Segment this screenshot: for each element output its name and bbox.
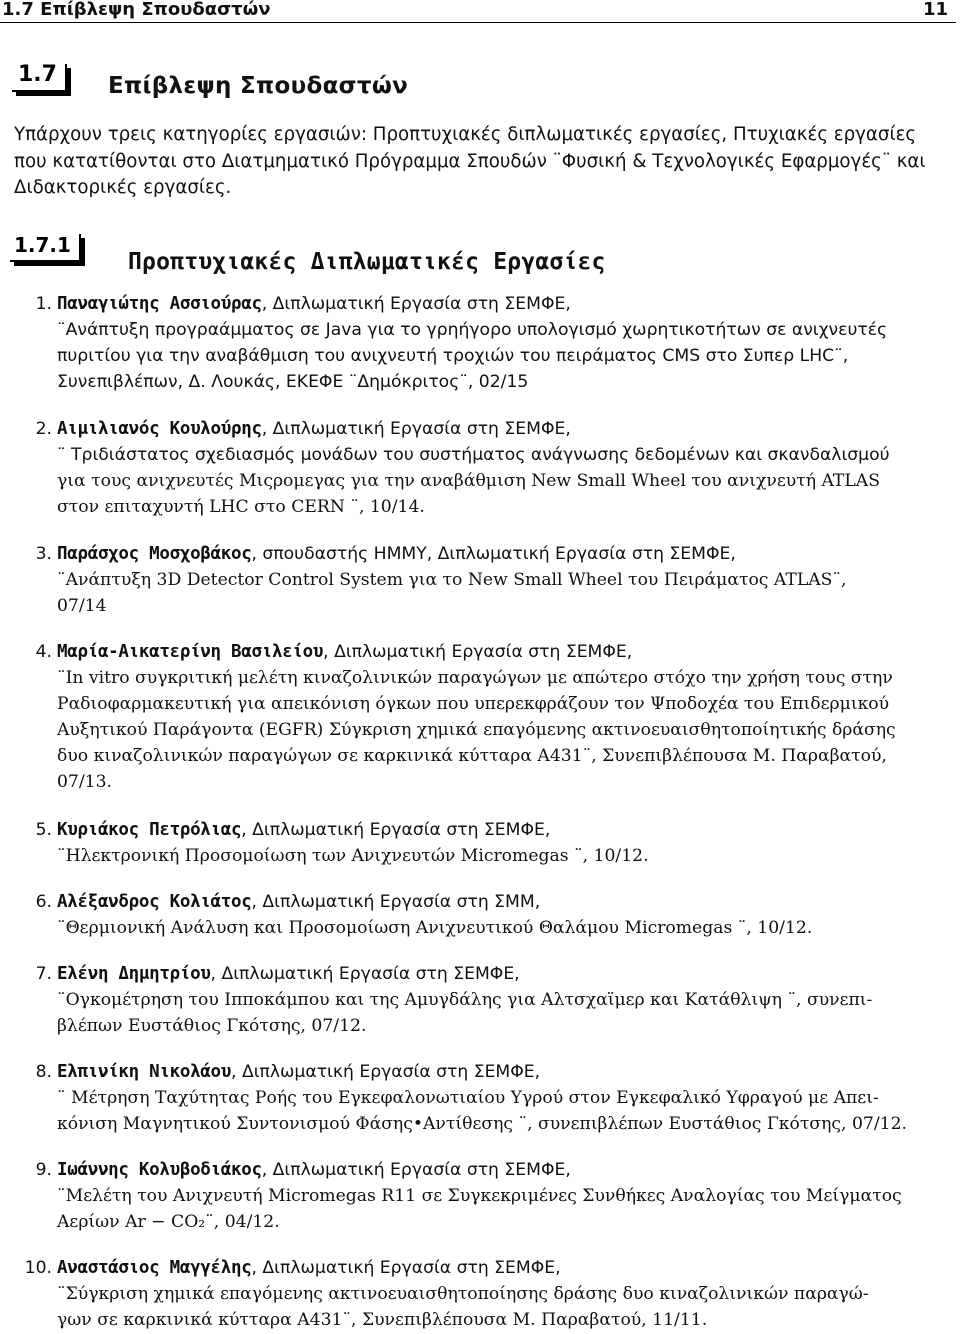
thesis-number: 2. bbox=[35, 419, 52, 439]
thesis-title-line: δυο κιναζολινικών παραγώγων σε καρκινικά κύτταρα A431¨, Συνεπιβλέπουσα Μ. Παραβατού, bbox=[57, 745, 887, 766]
student-name: Παράσχος Μοσχοβάκος bbox=[57, 544, 252, 564]
thesis-affiliation: , Διπλωματική Εργασία στη ΣΕΜΦΕ, bbox=[261, 1160, 571, 1180]
thesis-number: 1. bbox=[35, 294, 52, 314]
thesis-affiliation: , Διπλωματική Εργασία στη ΣΜΜ, bbox=[251, 892, 541, 912]
thesis-title-line: βλέπων Ευστάθιος Γκότσης, 07/12. bbox=[57, 1015, 367, 1036]
subsection-heading bbox=[10, 230, 940, 276]
thesis-title-line: ¨Μελέτη του Ανιχνευτή Micromegas R11 σε Συγκεκριμένες Συνθήκες Αναλογίας του Μείγματος bbox=[57, 1185, 902, 1206]
student-name: Αναστάσιος Μαγγέλης bbox=[57, 1258, 252, 1278]
thesis-title-line: γων σε καρκινικά κύτταρα A431¨, Συνεπιβλέπουσα Μ. Παραβατού, 11/11. bbox=[57, 1309, 708, 1330]
student-name: Κυριάκος Πετρόλιας bbox=[57, 820, 242, 840]
thesis-title-line: ¨Σύγκριση χημικά επαγόμενης ακτινοευαισθητοποίησης δράσης δυο κιναζολινικών παραγώ- bbox=[57, 1283, 869, 1304]
thesis-title-line: Ραδιοφαρμακευτική για απεικόνιση όγκων που υπερεκφράζουν τον Ψποδοχέα του Επιδερμικού bbox=[57, 693, 890, 714]
thesis-number: 6. bbox=[35, 892, 52, 912]
thesis-title-line: ¨Ανάπτυξη προγραάμματος σε Java για το γρηήγορο υπολογισμό χωρητικοτήτων σε ανιχνευτές bbox=[57, 319, 888, 340]
thesis-number: 3. bbox=[35, 544, 52, 564]
running-header-title: 1.7 Επίβλεψη Σπουδαστών bbox=[2, 0, 271, 20]
thesis-affiliation: , Διπλωματική Εργασία στη ΣΕΜΦΕ, bbox=[261, 294, 571, 314]
student-name: Μαρία-Αικατερίνη Βασιλείου bbox=[57, 642, 324, 662]
subsection-title: Προπτυχιακές Διπλωματικές Εργασίες bbox=[128, 249, 606, 275]
thesis-title-line: ¨Ανάπτυξη 3D Detector Control System για το New Small Wheel του Πειράματος ATLAS¨, bbox=[57, 569, 847, 590]
thesis-affiliation: , Διπλωματική Εργασία στη ΣΕΜΦΕ, bbox=[231, 1062, 541, 1082]
thesis-affiliation: , Διπλωματική Εργασία στη ΣΕΜΦΕ, bbox=[261, 419, 571, 439]
student-name: Ελένη Δημητρίου bbox=[57, 964, 211, 984]
intro-line: Υπάρχουν τρεις κατηγορίες εργασιών: Προπτυχιακές διπλωματικές εργασίες, Πτυχιακές εργασίες bbox=[14, 124, 917, 145]
section-number-box: 1.7 bbox=[12, 64, 67, 92]
thesis-number: 8. bbox=[35, 1062, 52, 1082]
thesis-affiliation: , σπουδαστής ΗΜΜΥ, Διπλωματική Εργασία στη ΣΕΜΦΕ, bbox=[251, 544, 736, 564]
thesis-affiliation: , Διπλωματική Εργασία στη ΣΕΜΦΕ, bbox=[241, 820, 551, 840]
thesis-number: 9. bbox=[35, 1160, 52, 1180]
student-name: Ελπινίκη Νικολάου bbox=[57, 1062, 232, 1082]
thesis-affiliation: , Διπλωματική Εργασία στη ΣΕΜΦΕ, bbox=[210, 964, 520, 984]
subsection-number-box: 1.7.1 bbox=[10, 234, 81, 262]
thesis-title-line: 07/13. bbox=[57, 771, 112, 792]
section-title: Επίβλεψη Σπουδαστών bbox=[108, 73, 409, 99]
thesis-title-line: Αερίων Ar − CO₂¨, 04/12. bbox=[57, 1211, 280, 1232]
thesis-title-line: 07/14 bbox=[57, 595, 107, 616]
thesis-affiliation: , Διπλωματική Εργασία στη ΣΕΜΦΕ, bbox=[251, 1258, 561, 1278]
thesis-title-line: ¨Ογκομέτρηση του Ιπποκάμπου και της Αμυγδάλης για Αλτσχαϊμερ και Κατάθλιψη ¨, συνεπι- bbox=[57, 989, 873, 1010]
intro-line: που κατατίθονται στο Διατμηματικό Πρόγραμμα Σπουδών ¨Φυσική & Τεχνολογικές Εφαρμογές¨ και bbox=[14, 150, 926, 172]
thesis-number: 7. bbox=[35, 964, 52, 984]
thesis-title-line: για τους ανιχνευτές Μιςρομεγας για την αναβάθμιση New Small Wheel του ανιχνευτή ATLAS bbox=[57, 470, 880, 491]
section-intro-paragraph bbox=[14, 122, 944, 202]
thesis-title-line: ¨ Μέτρηση Ταχύτητας Ροής του Εγκεφαλονωτιαίου Υγρού στον Εγκεφαλικό Υφραγού με Απει- bbox=[57, 1087, 879, 1108]
thesis-title-line: ¨Θερμιονική Ανάλυση και Προσομοίωση Ανιχνευτικού Θαλάμου Micromegas ¨, 10/12. bbox=[57, 917, 813, 938]
thesis-number: 10. bbox=[24, 1258, 52, 1278]
thesis-number: 4. bbox=[35, 642, 52, 662]
thesis-title-line: πυριτίου για την αναβάθμιση του ανιχνευτή τροχιών του πειράματος CMS στο Συπερ LHC¨, bbox=[57, 345, 849, 366]
student-name: Αλέξανδρος Κολιάτος bbox=[57, 892, 252, 912]
thesis-title-line: κόνιση Μαγνητικού Συντονισμού Φάσης•Αντίθεσης ¨, συνεπιβλέπων Ευστάθιος Γκότσης, 07/12. bbox=[57, 1113, 907, 1134]
student-name: Παναγιώτης Ασσιούρας bbox=[57, 294, 262, 314]
section-heading bbox=[12, 58, 942, 104]
student-name: Αιμιλιανός Κουλούρης bbox=[57, 419, 262, 439]
thesis-title-line: Συνεπιβλέπων, Δ. Λουκάς, ΕΚΕΦΕ ¨Δημόκριτος¨, 02/15 bbox=[57, 371, 529, 392]
thesis-title-line: ¨ Τριδιάστατος σχεδιασμός μονάδων του συστήματος ανάγνωσης δεδομένων και σκανδαλισμού bbox=[57, 444, 890, 465]
intro-line: Διδακτορικές εργασίες. bbox=[14, 177, 232, 198]
thesis-affiliation: , Διπλωματική Εργασία στη ΣΕΜΦΕ, bbox=[323, 642, 633, 662]
student-name: Ιωάννης Κολυβοδιάκος bbox=[57, 1160, 262, 1180]
page-number: 11 bbox=[922, 0, 948, 20]
thesis-title-line: ¨Ηλεκτρονική Προσομοίωση των Ανιχνευτών Micromegas ¨, 10/12. bbox=[57, 845, 649, 866]
thesis-number: 5. bbox=[35, 820, 52, 840]
thesis-title-line: στον επιταχυντή LHC στο CERN ¨, 10/14. bbox=[57, 496, 425, 517]
thesis-title-line: Αυξητικού Παράγοντα (EGFR) Σύγκριση χημικά επαγόμενης ακτινοευαισθητοποίητικής δράσης bbox=[57, 719, 896, 740]
thesis-title-line: ¨In vitro συγκριτική μελέτη κιναζολινικών παραγώγων με απώτερο στόχο την χρήση τους στην bbox=[57, 667, 893, 688]
running-header bbox=[0, 0, 956, 23]
